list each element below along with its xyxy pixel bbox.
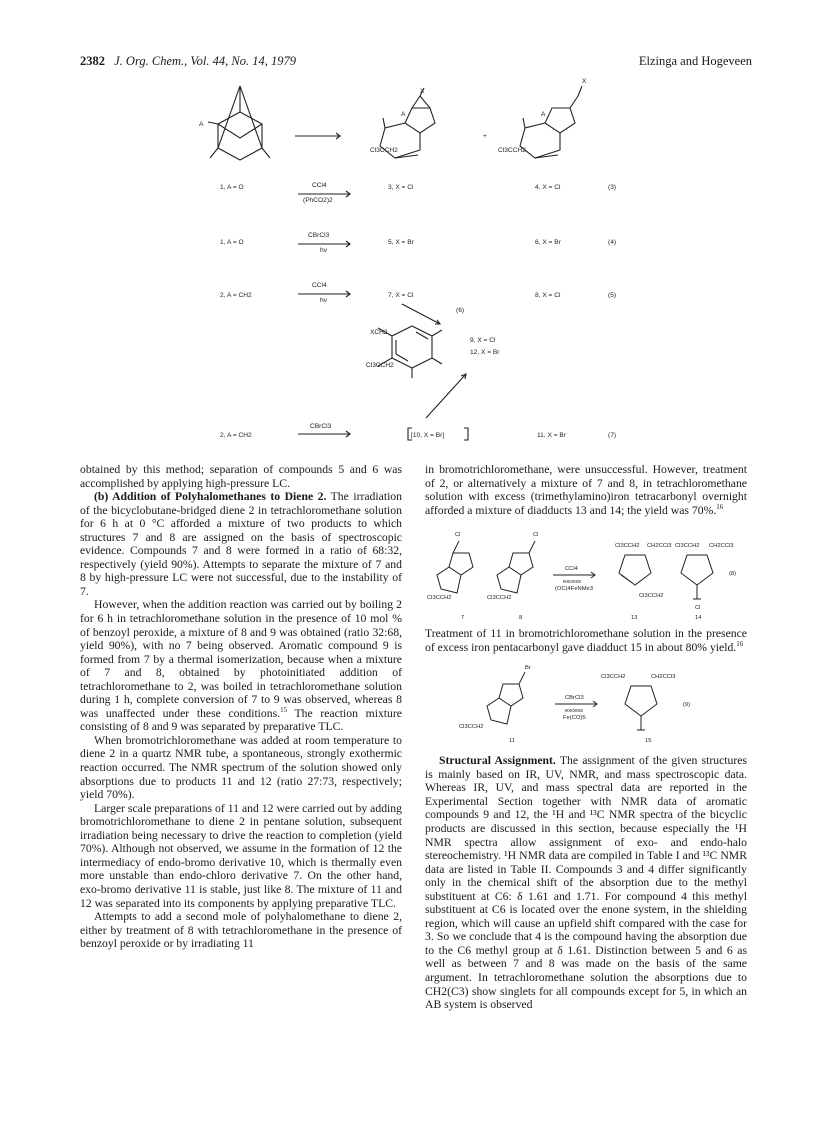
eq8-number: (8): [729, 571, 737, 578]
scheme-eq8: [425, 523, 747, 623]
row2-condition: hν: [320, 247, 327, 254]
eq8-cl-2: Cl: [533, 532, 539, 539]
row4-reagent: CBrCl3: [310, 423, 332, 430]
row2-reagent: CBrCl3: [308, 232, 330, 239]
aromatic-product-12: 12, X = Br: [470, 349, 500, 356]
eq8-label-13: 13: [631, 615, 638, 622]
eq8-label-8: 8: [519, 615, 523, 622]
scheme-eq9: [425, 660, 747, 750]
scheme-plus: +: [483, 133, 487, 140]
journal-citation: J. Org. Chem., Vol. 44, No. 14, 1979: [114, 54, 296, 68]
row4-product1: [10, X = Br]: [411, 432, 445, 439]
row2-product2: 6, X = Br: [535, 239, 561, 246]
scheme-atom-X-1: X: [420, 88, 425, 95]
left-p3: [80, 598, 402, 733]
eq8-cond2: (OC)4FeNMe3: [555, 586, 594, 593]
left-p5: Larger scale preparations of 11 and 12 were carried out by adding bromotrichloromethane to diene 2 in pentane solution, subsequent irradiation being necessary to drive the reaction to completion (yield 70%). Although not observed, we assume in the formation of 12 the intermediacy of endo-bromo derivative 10, which is thermally even more unstable than endo-chloro derivative 7. On the other hand, exo-bromo derivative 11 is stable, just like 8. The mixture of 11 and 12 was separated into its components by applying preparative TLC.: [80, 801, 402, 910]
right-p1: [425, 463, 747, 517]
row1-reactant: 1, A = O: [220, 184, 244, 191]
reaction-scheme: [180, 78, 650, 448]
scheme-subst-2: Cl3CCH2: [498, 147, 526, 154]
eq9-br: Br: [525, 665, 531, 672]
row1-eq: (3): [608, 184, 617, 191]
right-p3: [425, 754, 747, 1011]
eq8-sub-1: Cl3CCH2: [427, 595, 452, 602]
row3-eq: (5): [608, 292, 617, 299]
eq8-sub-6: CH2CCl3: [709, 543, 734, 550]
aromatic-substituent-2: Cl3CCH2: [366, 362, 394, 369]
eq8-cl-1: Cl: [455, 532, 461, 539]
row3-product2: 8, X = Cl: [535, 292, 561, 299]
row2-reactant: 1, A = O: [220, 239, 244, 246]
left-p6: Attempts to add a second mole of polyhalomethane to diene 2, either by treatment of 8 with tetrachloromethane in the presence of benzoyl peroxide or by irradiating 11: [80, 910, 402, 951]
eq8-sub-4: CH2CCl3: [647, 543, 672, 550]
left-p3-text: However, when the addition reaction was carried out by boiling 2 for 6 h in tetrachloromethane solution in the presence of 10 mol % of benzoyl peroxide, a mixture of 8 and 9 was obtained (ratio 32:68, yield 90%), with no 7 being observed. Aromatic compound 9 is formed from 7 by a thermal isomerization, because when a mixture of 7 and 8, obtained by photoinitiated addition of tetrachloromethane to 2, was boiled in tetrachloromethane solution during 1 h, complete conversion of 7 to 9 was observed, whereas 8 was unaffected under these conditions.: [80, 598, 402, 720]
row3-reactant: 2, A = CH2: [220, 292, 252, 299]
eq9-number: (9): [683, 702, 691, 709]
row3-product1: 7, X = Cl: [388, 292, 414, 299]
ref-16-a: 16: [716, 502, 724, 511]
eq9-sub-1: Cl3CCH2: [459, 724, 484, 731]
row2-eq: (4): [608, 239, 617, 246]
eq8-cl-3: Cl: [695, 605, 701, 612]
left-p4: When bromotrichloromethane was added at room temperature to diene 2 in a quartz NMR tube, a spontaneous, strongly exothermic reaction occurred. The NMR spectrum of the solution showed only absorptions due to products 11 and 12 (ratio 27:73, respectively; yield 70%).: [80, 733, 402, 802]
scheme-atom-X-2: X: [582, 78, 587, 85]
eq8-cond1: excess: [563, 579, 582, 586]
scheme-atom-A: A: [199, 121, 204, 128]
eq8-sub-5: Cl3CCH2: [675, 543, 700, 550]
row1-product1: 3, X = Cl: [388, 184, 414, 191]
eq9-label-15: 15: [645, 738, 652, 745]
aromatic-substituent: XCH2: [370, 329, 388, 336]
scheme-atom-A-2: A: [541, 111, 546, 118]
ref-16-b: 16: [736, 639, 744, 648]
row4-eq: (7): [608, 432, 617, 439]
right-p1-text: in bromotrichloromethane, were unsuccessful. However, treatment of 2, or alternatively a mixture of 7 and 8, in tetrachloromethane solution with excess (trimethylamino)iron tetracarbonyl overnight afforded a mixture of diadducts 13 and 14; the yield was 70%.: [425, 463, 747, 517]
left-column: [80, 463, 402, 951]
row1-product2: 4, X = Cl: [535, 184, 561, 191]
eq8-label-14: 14: [695, 615, 702, 622]
row3-condition: hν: [320, 297, 327, 304]
row2-product1: 5, X = Br: [388, 239, 414, 246]
eq8-sub-3: Cl3CCH2: [615, 543, 640, 550]
ref-15: 15: [280, 705, 288, 714]
section-heading-b: (b) Addition of Polyhalomethanes to Diene 2.: [94, 490, 327, 504]
right-p2-text: Treatment of 11 in bromotrichloromethane solution in the presence of excess iron pentacarbonyl gave diadduct 15 in about 80% yield.: [425, 627, 747, 654]
eq8-sub-7: Cl3CCH2: [639, 593, 664, 600]
eq9-sub-2: Cl3CCH2: [601, 674, 626, 681]
eq9-sub-3: CH2CCl3: [651, 674, 676, 681]
row1-reagent: CCl4: [312, 182, 327, 189]
eq9-cond2: Fe(CO)5: [563, 715, 586, 722]
scheme-atom-A-1: A: [401, 111, 406, 118]
eq9-cond1: excess: [565, 708, 584, 715]
row1-condition: (PhCO2)2: [303, 197, 333, 204]
aromatic-product-9: 9, X = Cl: [470, 337, 496, 344]
row4-product2: 11, X = Br: [537, 432, 567, 439]
page-header: [80, 54, 752, 70]
isomerization-eq: (6): [456, 307, 465, 314]
scheme-subst-1: Cl3CCH2: [370, 147, 398, 154]
row3-reagent: CCl4: [312, 282, 327, 289]
row4-reactant: 2, A = CH2: [220, 432, 252, 439]
right-p2: [425, 627, 747, 654]
eq8-label-7: 7: [461, 615, 465, 622]
left-p2-text: The irradiation of the bicyclobutane-bridged diene 2 in tetrachloromethane solution for 6 h at 0 °C afforded a mixture of two products to which structures 7 and 8 are assigned on the basis of spectroscopic evidence. Compounds 7 and 8 were formed in a ratio of 68:32, respectively (yield 90%). Attempts to separate the mixture of 7 and 8 by high-pressure LC were not successful, due to the instability of 7.: [80, 490, 402, 598]
left-p3-end: The reaction mixture consisting of 8 and 9 was separated by preparative TLC.: [80, 706, 402, 734]
eq8-reagent: CCl4: [565, 566, 578, 573]
section-heading-structural: Structural Assignment.: [439, 754, 556, 768]
left-p2: [80, 490, 402, 598]
left-p1: obtained by this method; separation of compounds 5 and 6 was accomplished by applying high-pressure LC.: [80, 463, 402, 490]
running-authors: Elzinga and Hogeveen: [638, 54, 752, 68]
eq9-reagent: CBrCl3: [565, 695, 584, 702]
right-column: [425, 463, 747, 1012]
eq8-sub-2: Cl3CCH2: [487, 595, 512, 602]
page-number: 2382: [80, 54, 105, 68]
right-p3-text: The assignment of the given structures is mainly based on IR, UV, NMR, and mass spectroscopic data. Whereas IR, UV, and mass spectral data are reported in the Experimental Section together with NMR data of aromatic compounds 9 and 12, the ¹H and ¹³C NMR spectra of the bicyclic products are discussed in this section, because especially the ¹H NMR spectra allow assignment of exo- and endo-halo stereochemistry. ¹H NMR data are compiled in Table I and ¹³C NMR data are listed in Table II. Compounds 3 and 4 differ significantly only in the chemical shift of the absorption due to the methyl substituent at C6: δ 1.61 and 1.71. For compound 4 this methyl substituent at C6 is located over the enone system, in the shielding region, which will cause an upfield shift compared with the case for 3. So we conclude that 4 is the compound having the absorption due to the C6 methyl group at δ 1.61. Distinction between 5 and 6 as well as between 7 and 8 was made on the basis of the same argument. In tetrachloromethane solution the absorptions due to CH2(C3) show singlets for all compounds except for 5, in which an AB system is observed: [425, 754, 747, 1012]
eq9-label-11: 11: [509, 738, 516, 745]
